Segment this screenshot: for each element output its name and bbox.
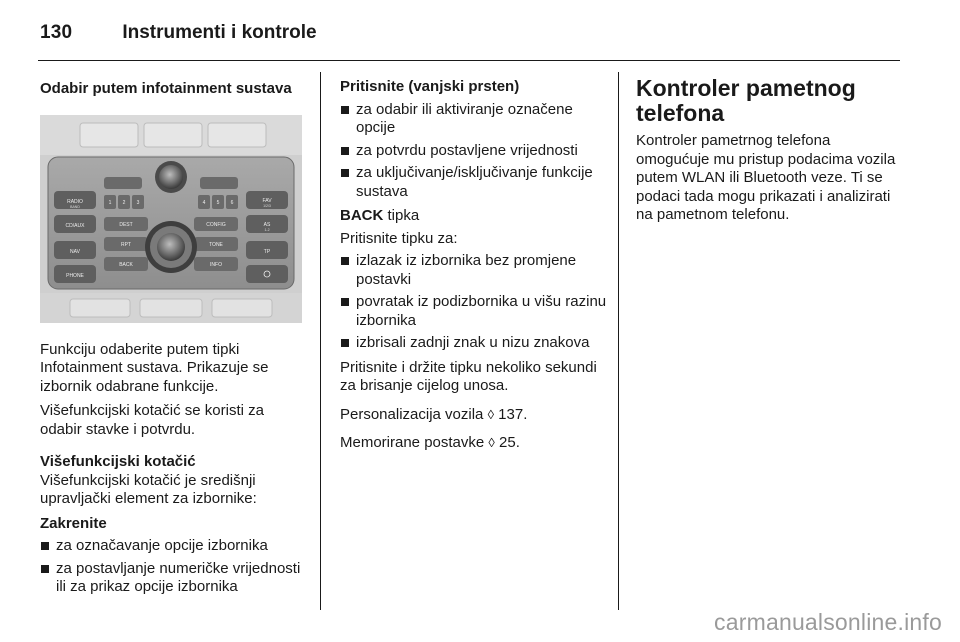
- xref-text: Memorirane postavke: [340, 434, 489, 451]
- list-item: za uključivanje/isključivanje funkcije sustava: [340, 164, 608, 201]
- column-1: [40, 72, 308, 597]
- panel-label-as-sub: 1-2: [264, 227, 270, 232]
- back-key-suffix: tipka: [383, 207, 420, 224]
- list-item: za potvrdu postavljene vrijednosti: [340, 142, 608, 161]
- panel-label-phone: PHONE: [66, 272, 84, 279]
- page-header: [40, 18, 317, 48]
- xref-arrow-icon: ◊: [487, 406, 495, 422]
- preset-label-6: 6: [230, 199, 234, 206]
- panel-label-radio-sub: BAND: [70, 204, 80, 209]
- multifunction-knob: [157, 233, 185, 261]
- panel-label-config: CONFIG: [206, 221, 226, 228]
- list-item: izlazak iz izbornika bez promjene postavki: [340, 252, 608, 289]
- xref-page: 25.: [494, 434, 520, 451]
- paragraph-select-function: Funkciju odaberite putem tipki Infotainment sustava. Prikazuje se izbornik odabrane funkcije.: [40, 340, 269, 395]
- preset-label-2: 2: [122, 199, 126, 206]
- back-bullet-list: [340, 252, 608, 353]
- panel-label-dest: DEST: [119, 221, 133, 228]
- volume-knob: [159, 165, 183, 189]
- column-3: [636, 72, 900, 225]
- preset-label-3: 3: [136, 199, 140, 206]
- preset-label-4: 4: [202, 199, 206, 206]
- back-key-label: BACK: [340, 207, 384, 224]
- section-heading-smartphone-controller: Kontroler pametnog telefona: [636, 75, 856, 126]
- cross-reference-saved-settings[interactable]: [340, 434, 608, 453]
- panel-label-tone: TONE: [209, 241, 223, 248]
- panel-label-rpt: RPT: [121, 241, 131, 248]
- cross-reference-personalization[interactable]: [340, 406, 608, 425]
- list-item: za odabir ili aktiviranje označene opcije: [340, 101, 608, 138]
- panel-label-info: INFO: [210, 261, 222, 268]
- paragraph-back-key: [340, 207, 608, 226]
- page-number: 130: [40, 22, 73, 43]
- panel-label-back: BACK: [119, 261, 133, 268]
- preset-label-1: 1: [108, 199, 112, 206]
- panel-label-fav: FAV: [262, 197, 272, 204]
- panel-label-nav: NAV: [70, 248, 80, 255]
- paragraph-hold-key: Pritisnite i držite tipku nekoliko sekundi za brisanje cijelog unosa.: [340, 358, 597, 394]
- panel-label-tp: TP: [263, 248, 271, 255]
- preset-label-5: 5: [216, 199, 220, 206]
- rotate-bullet-list: [40, 537, 308, 597]
- list-item: izbrisali zadnji znak u nizu znakova: [340, 334, 608, 353]
- section-heading-press-outer-ring: Pritisnite (vanjski prsten): [340, 78, 520, 95]
- section-heading-infotainment: Odabir putem infotainment sustava: [40, 80, 292, 97]
- panel-label-radio: RADIO: [67, 198, 83, 205]
- panel-label-cd-aux: CD/AUX: [65, 222, 85, 229]
- chapter-title: Instrumenti i kontrole: [122, 22, 317, 43]
- infotainment-panel-illustration: [40, 115, 302, 323]
- list-item: za označavanje opcije izbornika: [40, 537, 308, 556]
- list-item: za postavljanje numeričke vrijednosti ili za prikaz opcije izbornika: [40, 560, 308, 597]
- xref-page: 137.: [494, 405, 528, 423]
- paragraph-multifunction-use: Višefunkcijski kotačić se koristi za odabir stavke i potvrdu.: [40, 402, 264, 438]
- column-2: [340, 72, 608, 453]
- column-divider-1: [320, 72, 321, 610]
- paragraph-multifunction-central: Višefunkcijski kotačić je središnji upravljački element za izbornike:: [40, 471, 257, 507]
- panel-label-as: AS: [263, 221, 271, 228]
- header-rule: [38, 60, 900, 61]
- list-item: povratak iz podizbornika u višu razinu izbornika: [340, 293, 608, 330]
- paragraph-smartphone-controller: Kontroler pametrnog telefona omogućuje mu pristup podacima vozila putem WLAN ili Bluetooth veze. Ti se podaci tada mogu prikazati i analizirati na pametnom telefonu.: [636, 132, 896, 223]
- panel-label-fav-sub: 1/2/3: [263, 203, 271, 208]
- section-heading-rotate: Zakrenite: [40, 514, 107, 532]
- section-heading-multifunction-knob: Višefunkcijski kotačić: [40, 453, 196, 470]
- footer-watermark: carmanualsonline.info: [714, 609, 942, 635]
- paragraph-press-key-intro: Pritisnite tipku za:: [340, 229, 458, 247]
- column-divider-2: [618, 72, 619, 610]
- xref-arrow-icon: ◊: [488, 435, 495, 450]
- xref-text: Personalizacija vozila: [340, 405, 488, 423]
- press-bullet-list: [340, 101, 608, 202]
